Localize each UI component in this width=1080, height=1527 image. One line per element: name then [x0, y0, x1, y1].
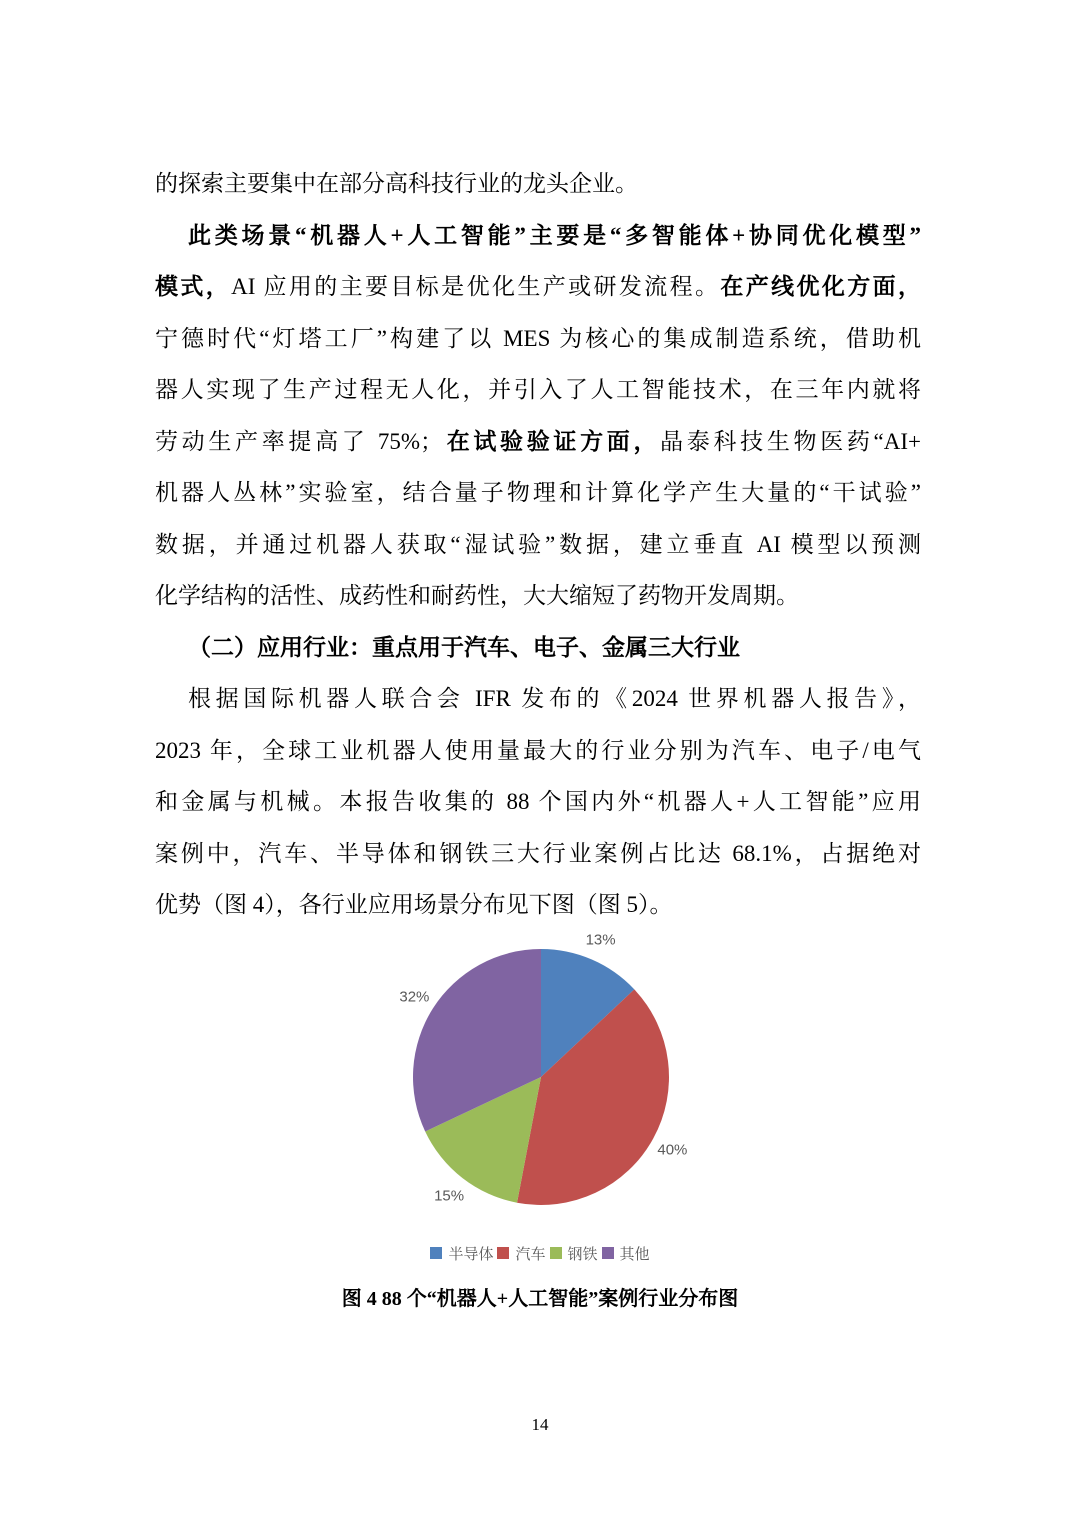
page-number: 14	[531, 1415, 549, 1434]
text-line	[155, 467, 921, 519]
text-line	[155, 673, 921, 725]
legend-label: 半导体	[448, 1245, 494, 1263]
legend-label: 钢铁	[567, 1245, 598, 1263]
text-line	[155, 158, 921, 210]
text-run: 的探索主要集中在部分高科技行业的龙头企业。	[155, 171, 638, 196]
text-line	[155, 776, 921, 828]
pie-data-label-other: 32%	[399, 988, 430, 1006]
text-line	[155, 416, 921, 468]
text-line	[155, 622, 921, 674]
text-run: 模式，	[155, 274, 232, 299]
text-run: 器人实现了生产过程无人化，并引入了人工智能技术，在三年内就将	[155, 377, 921, 402]
text-run: 在试验验证方面，	[443, 428, 661, 454]
pie-data-label-automotive: 40%	[657, 1141, 688, 1159]
text-line	[155, 313, 921, 365]
figure-caption: 图 4 88 个“机器人+人工智能”案例行业分布图	[341, 1288, 739, 1310]
text-run: 机器人丛林”实验室，结合量子物理和计算化学产生大量的“干试验”	[155, 480, 921, 505]
text-run: 宁德时代“灯塔工厂”构建了以 MES 为核心的集成制造系统，借助机	[155, 325, 921, 351]
text-run: 晶泰科技生物医药“AI+	[660, 428, 921, 454]
text-run: 数据，并通过机器人获取“湿试验”数据，建立垂直 AI 模型以预测	[155, 531, 921, 557]
text-run: 根据国际机器人联合会 IFR 发布的《2024 世界机器人报告》，	[188, 686, 921, 711]
text-run: AI 应用的主要目标是优化生产或研发流程。	[231, 274, 721, 299]
text-run: （二）应用行业：重点用于汽车、电子、金属三大行业	[188, 634, 740, 660]
text-run: 和金属与机械。本报告收集的 88 个国内外“机器人+人工智能”应用	[155, 789, 921, 814]
text-line	[155, 519, 921, 571]
legend-swatch-icon	[602, 1247, 614, 1259]
legend-item-steel	[550, 1243, 598, 1264]
legend-label: 其他	[619, 1245, 650, 1263]
text-run: 此类场景“机器人+人工智能”主要是“多智能体+协同优化模型”	[188, 222, 921, 248]
legend-swatch-icon	[497, 1247, 509, 1259]
text-run: 化学结构的活性、成药性和耐药性，大大缩短了药物开发周期。	[155, 583, 799, 608]
text-line	[155, 364, 921, 416]
pie-data-label-steel: 15%	[434, 1187, 465, 1205]
text-line	[155, 828, 921, 880]
text-run: 案例中，汽车、半导体和钢铁三大行业案例占比达 68.1%，占据绝对	[155, 840, 921, 866]
pie-data-label-semiconductor: 13%	[585, 931, 616, 949]
chart-legend	[0, 1242, 1080, 1264]
text-line	[155, 570, 921, 622]
legend-label: 汽车	[515, 1245, 546, 1263]
text-line	[155, 210, 921, 262]
legend-swatch-icon	[550, 1247, 562, 1259]
text-run: 2023 年，全球工业机器人使用量最大的行业分别为汽车、电子/电气	[155, 737, 921, 763]
pie-chart-svg	[330, 920, 770, 1220]
legend-item-automotive	[497, 1243, 545, 1264]
legend-item-other	[602, 1243, 650, 1264]
text-run: 优势（图 4），各行业应用场景分布见下图（图 5）。	[155, 892, 673, 917]
legend-swatch-icon	[430, 1247, 442, 1259]
text-run: 在产线优化方面，	[720, 274, 921, 299]
legend-item-semiconductor	[430, 1243, 493, 1264]
text-line	[155, 261, 921, 313]
text-run: 劳动生产率提高了 75%；	[155, 428, 444, 454]
pie-chart	[330, 920, 770, 1220]
text-line	[155, 725, 921, 777]
body-text	[155, 158, 921, 931]
